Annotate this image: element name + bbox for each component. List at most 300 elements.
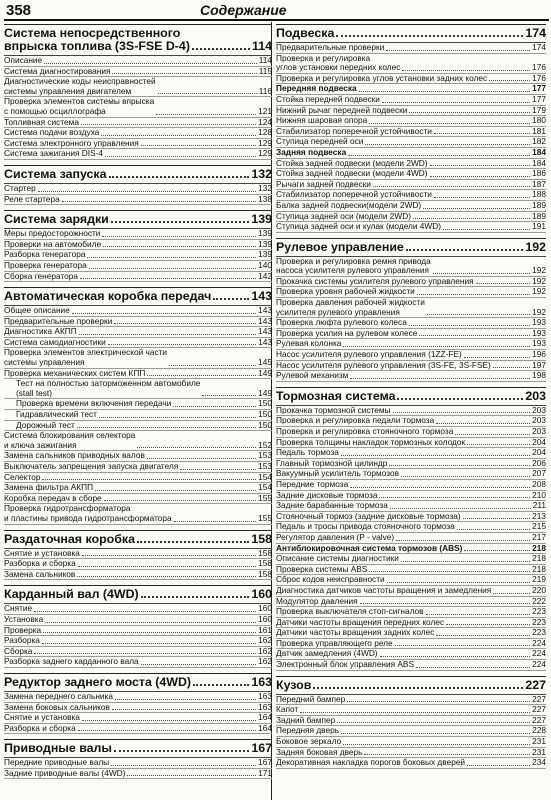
entry-title: Задние приводные валы (4WD) xyxy=(4,767,126,778)
entry-title: Прокачка тормозной системы xyxy=(276,404,391,415)
dot-leader xyxy=(476,283,531,284)
entry-title: Диагностика АКПП xyxy=(4,326,77,337)
toc-entry xyxy=(276,586,546,597)
section-page: 203 xyxy=(525,388,546,403)
entry-title: Замена боковых сальников xyxy=(4,701,110,712)
dot-leader xyxy=(427,314,530,315)
dot-leader xyxy=(89,268,256,269)
page-title: Содержание xyxy=(200,2,287,18)
entry-page: 218 xyxy=(532,563,546,574)
entry-title: Снятие и установка xyxy=(4,712,80,723)
dot-leader xyxy=(467,765,530,766)
entry-page: 150 xyxy=(258,398,272,409)
section-heading xyxy=(4,673,272,689)
entry-title: Установка xyxy=(4,613,44,624)
entry-title: Декоративная накладка порогов боковых дверей xyxy=(276,757,466,768)
entry-page: 181 xyxy=(532,125,546,136)
entry-title: Проверка выключателя стоп-сигналов xyxy=(276,606,424,617)
entry-page: 140 xyxy=(258,259,272,270)
dot-leader xyxy=(77,576,256,577)
entry-title: Гидравлический тест xyxy=(16,409,97,420)
section-heading xyxy=(4,24,272,53)
toc-column-right xyxy=(276,24,546,774)
entry-page: 223 xyxy=(532,616,546,627)
dot-leader xyxy=(430,176,531,177)
section-title: Подвеска xyxy=(276,26,335,40)
dot-leader xyxy=(413,218,530,219)
dot-leader xyxy=(347,701,530,702)
toc-entry xyxy=(4,195,272,206)
entry-title: Дорожный тест xyxy=(16,419,75,430)
entry-page: 227 xyxy=(532,693,546,704)
toc-entry xyxy=(4,657,272,668)
dot-leader xyxy=(364,754,530,755)
entry-title: Описание xyxy=(4,55,43,65)
dot-leader xyxy=(359,91,531,92)
entry-page: 227 xyxy=(532,714,546,725)
entry-list xyxy=(4,183,272,205)
entry-title: Балка задней подвески(модели 2WD) xyxy=(276,199,422,210)
dot-leader xyxy=(423,208,530,209)
entry-title: Система электронного управления xyxy=(4,137,139,148)
dot-leader xyxy=(34,653,256,654)
entry-page: 116 xyxy=(258,85,272,96)
dot-leader xyxy=(82,720,256,721)
dot-leader xyxy=(192,48,250,50)
dot-leader xyxy=(95,490,256,491)
dot-leader xyxy=(426,614,531,615)
dot-leader xyxy=(390,508,531,509)
toc-section xyxy=(276,676,546,769)
entry-title: Задняя подвеска xyxy=(276,146,347,157)
dot-leader xyxy=(158,93,257,94)
dot-leader xyxy=(34,611,256,612)
entry-page: 193 xyxy=(532,327,546,338)
entry-title: Проверка и регулировка углов установки задних колес xyxy=(276,72,488,83)
entry-page: 220 xyxy=(532,584,546,595)
dot-leader xyxy=(417,294,530,295)
toc-entry xyxy=(276,201,546,212)
entry-title: Разборка и сборка xyxy=(4,722,76,733)
dot-leader xyxy=(365,144,530,145)
entry-title: Проверка усилия на рулевом колесе xyxy=(276,327,418,338)
entry-page: 158 xyxy=(258,547,272,558)
toc-entry xyxy=(4,261,272,272)
toc-entry xyxy=(4,504,272,524)
entry-title: Прокачка системы усилителя рулевого управления xyxy=(276,275,474,286)
dot-leader xyxy=(44,63,257,64)
dot-leader xyxy=(348,155,530,156)
entry-title: Проверка люфта рулевого колеса xyxy=(276,317,407,328)
entry-list xyxy=(276,405,546,671)
entry-list xyxy=(276,256,546,382)
entry-page: 153 xyxy=(258,450,272,461)
dot-leader xyxy=(80,278,256,279)
dot-leader xyxy=(382,102,530,103)
entry-page: 215 xyxy=(532,521,546,532)
dot-leader xyxy=(463,518,531,519)
dot-leader xyxy=(101,135,256,136)
toc-section xyxy=(4,210,272,282)
dot-leader xyxy=(87,257,256,258)
entry-title: Общее описание xyxy=(4,305,70,316)
entry-title: Нижняя шаровая опора xyxy=(276,115,368,126)
dot-leader xyxy=(409,325,530,326)
entry-title: Капот xyxy=(276,704,299,715)
dot-leader xyxy=(493,367,530,368)
toc-entry xyxy=(276,533,546,544)
dot-leader xyxy=(434,197,530,198)
dot-leader xyxy=(102,236,256,237)
entry-title: Сборка генератора xyxy=(4,270,78,281)
entry-title: Замена сальников приводных валов xyxy=(4,450,145,461)
toc-entry xyxy=(4,149,272,160)
entry-title: Датчики частоты вращения передних колес xyxy=(276,616,445,627)
toc-entry xyxy=(4,604,272,615)
entry-page: 234 xyxy=(532,757,546,768)
entry-page: 143 xyxy=(258,336,272,347)
dot-leader xyxy=(174,521,257,522)
entry-page: 186 xyxy=(532,168,546,179)
dot-leader xyxy=(336,35,523,37)
entry-page: 222 xyxy=(532,595,546,606)
dot-leader xyxy=(464,550,530,551)
section-title: Автоматическая коробка передач xyxy=(4,289,212,304)
entry-title: Электронный блок управления ABS xyxy=(276,659,414,670)
entry-page: 114 xyxy=(258,55,272,65)
toc-entry xyxy=(4,56,272,67)
entry-title: Замена переднего сальника xyxy=(4,690,113,701)
entry-page: 203 xyxy=(532,415,546,426)
entry-page: 115 xyxy=(258,65,272,76)
dot-leader xyxy=(180,469,256,470)
toc-section xyxy=(4,585,272,668)
entry-title: Стойка задней подвески (модели 4WD) xyxy=(276,168,428,179)
entry-page: 149 xyxy=(258,367,272,378)
entry-title: Передняя дверь xyxy=(276,725,340,736)
dot-leader xyxy=(213,298,249,300)
entry-title: Коробка передач в сборе xyxy=(4,492,102,503)
entry-page: 189 xyxy=(532,199,546,210)
dot-leader xyxy=(416,667,530,668)
dot-leader xyxy=(45,622,256,623)
section-heading xyxy=(276,238,546,254)
entry-title: Передний бампер xyxy=(276,693,346,704)
entry-title: Диагностика датчиков частоты вращения и замедления xyxy=(276,584,492,595)
section-heading xyxy=(4,210,272,226)
dot-leader xyxy=(79,334,256,335)
dot-leader xyxy=(137,447,256,448)
section-heading xyxy=(4,287,272,303)
entry-page: 192 xyxy=(532,275,546,286)
entry-list xyxy=(4,548,272,581)
entry-page: 203 xyxy=(532,426,546,436)
dot-leader xyxy=(104,500,256,501)
entry-page: 177 xyxy=(532,83,546,94)
entry-page: 153 xyxy=(258,461,272,471)
entry-title: Нижний рычаг передней подвески xyxy=(276,104,408,115)
entry-title: Датчики частоты вращения задних колес xyxy=(276,627,435,638)
entry-title: Стояночный тормоз (задние дисковые тормоза) xyxy=(276,510,461,521)
dot-leader xyxy=(467,444,530,445)
entry-title: Передняя подвеска xyxy=(276,83,357,94)
dot-leader xyxy=(109,176,250,178)
dot-leader xyxy=(386,50,530,51)
dot-leader xyxy=(137,541,249,543)
dot-leader xyxy=(434,133,530,134)
toc-section xyxy=(276,387,546,671)
dot-leader xyxy=(77,427,256,428)
toc-entry xyxy=(4,184,272,195)
dot-leader xyxy=(455,434,530,435)
section-title: Кузов xyxy=(276,677,312,692)
entry-page: 163 xyxy=(258,701,272,712)
toc-entry xyxy=(4,462,272,473)
dot-leader xyxy=(72,313,256,314)
entry-page: 158 xyxy=(258,568,272,579)
entry-page: 171 xyxy=(258,767,272,778)
dot-leader xyxy=(430,165,531,166)
entry-page: 143 xyxy=(258,326,272,337)
entry-page: 139 xyxy=(258,228,272,239)
entry-page: 182 xyxy=(532,136,546,147)
toc-entry xyxy=(276,695,546,706)
entry-page: 179 xyxy=(532,104,546,115)
entry-page: 224 xyxy=(532,648,546,659)
entry-page: 184 xyxy=(532,146,546,157)
dot-leader xyxy=(443,229,530,230)
toc-section xyxy=(4,165,272,205)
toc-entry xyxy=(4,431,272,451)
section-title: Редуктор заднего моста (4WD) xyxy=(4,674,192,689)
section-page: 132 xyxy=(251,166,272,181)
entry-title: Стартер xyxy=(4,182,36,193)
section-page: 139 xyxy=(251,212,272,227)
entry-title: Проверка толщины накладок тормозных колодок xyxy=(276,436,466,447)
dot-leader xyxy=(401,476,530,477)
dot-leader xyxy=(406,249,523,251)
dot-leader xyxy=(147,375,256,376)
entry-page: 177 xyxy=(532,93,546,104)
entry-page: 162 xyxy=(258,645,272,656)
dot-leader xyxy=(103,246,256,247)
entry-title: Проверка уровня рабочей жидкости xyxy=(276,286,415,297)
toc-entry xyxy=(4,626,272,637)
entry-list xyxy=(4,691,272,734)
entry-list xyxy=(276,694,546,769)
toc-entry xyxy=(4,570,272,581)
entry-title: Стойка задней подвески (модели 2WD) xyxy=(276,157,428,168)
toc-entry xyxy=(276,43,546,54)
entry-title: Датчик замедления (4WD) xyxy=(276,648,378,659)
entry-title: Проверка и регулировка углов установки передних колес xyxy=(276,52,401,73)
dot-leader xyxy=(112,73,256,74)
entry-title: Насос усилителя рулевого управления (3S-FE, 3S-FSE) xyxy=(276,359,491,370)
dot-leader xyxy=(436,635,530,636)
toc-entry xyxy=(4,724,272,735)
entry-page: 210 xyxy=(532,489,546,500)
entry-page: 143 xyxy=(258,315,272,326)
entry-page: 132 xyxy=(258,182,272,193)
entry-page: 189 xyxy=(532,210,546,221)
toc-section xyxy=(276,238,546,382)
entry-title: Проверка механических систем КПП xyxy=(4,367,146,378)
entry-title: Проверка давления рабочей жидкости усилителя рулевого управления xyxy=(276,297,425,317)
dot-leader xyxy=(393,412,531,413)
entry-title: Вакуумный усилитель тормозов xyxy=(276,468,399,479)
dot-leader xyxy=(111,765,256,766)
entry-title: Система зажигания DIS-4 xyxy=(4,148,104,159)
toc-entry xyxy=(4,692,272,703)
dot-leader xyxy=(350,378,530,379)
dot-leader xyxy=(373,186,530,187)
entry-title: Предварительные проверки xyxy=(276,42,385,52)
dot-leader xyxy=(173,406,256,407)
entry-title: Главный тормозной цилиндр xyxy=(276,457,388,468)
dot-leader xyxy=(397,398,523,400)
entry-page: 158 xyxy=(258,558,272,569)
entry-page: 191 xyxy=(532,221,546,232)
entry-list xyxy=(276,42,546,233)
entry-page: 121 xyxy=(258,105,272,116)
dot-leader xyxy=(114,323,256,324)
dot-leader xyxy=(402,70,530,71)
entry-title: Система самодиагностики xyxy=(4,336,106,347)
entry-list xyxy=(4,757,272,779)
section-page: 143 xyxy=(251,289,272,304)
entry-title: Модулятор давления xyxy=(276,595,358,606)
dot-leader xyxy=(395,645,531,646)
entry-page: 203 xyxy=(532,404,546,415)
dot-leader xyxy=(38,191,256,192)
entry-title: Проверка и регулировка стояночного тормоза xyxy=(276,426,454,436)
entry-title: Стабилизатор поперечной устойчивости xyxy=(276,125,432,136)
dot-leader xyxy=(379,497,530,498)
entry-title: Выключатель запрещения запуска двигателя xyxy=(4,461,179,471)
toc-entry xyxy=(4,77,272,97)
dot-leader xyxy=(350,487,530,488)
entry-page: 160 xyxy=(258,613,272,624)
section-page: 227 xyxy=(525,677,546,692)
entry-title: Проверка времени включения передачи xyxy=(16,398,172,409)
dot-leader xyxy=(446,624,530,625)
entry-title: Боковое зеркало xyxy=(276,736,342,747)
entry-title: Антиблокировочная система тормозов (ABS) xyxy=(276,542,463,553)
entry-list xyxy=(4,55,272,160)
section-title: Система запуска xyxy=(4,166,107,181)
entry-page: 223 xyxy=(532,627,546,638)
entry-page: 208 xyxy=(532,478,546,489)
entry-page: 162 xyxy=(258,635,272,646)
entry-title: Топливная система xyxy=(4,116,79,127)
entry-page: 228 xyxy=(532,725,546,736)
entry-page: 231 xyxy=(532,746,546,757)
dot-leader xyxy=(343,744,530,745)
entry-page: 163 xyxy=(258,690,272,701)
entry-page: 219 xyxy=(532,574,546,585)
dot-leader xyxy=(78,730,256,731)
dot-leader xyxy=(141,596,250,598)
dot-leader xyxy=(493,593,530,594)
section-heading xyxy=(276,676,546,692)
entry-page: 154 xyxy=(258,471,272,482)
entry-page: 197 xyxy=(532,359,546,370)
entry-page: 213 xyxy=(532,510,546,521)
dot-leader xyxy=(82,555,256,556)
entry-page: 227 xyxy=(532,704,546,715)
dot-leader xyxy=(202,395,256,396)
dot-leader xyxy=(464,357,530,358)
entry-list xyxy=(4,603,272,668)
entry-title: Разборка генератора xyxy=(4,249,86,260)
toc-entry xyxy=(276,371,546,382)
toc-entry xyxy=(4,97,272,117)
entry-title: Стабилизатор поперечной устойчивости xyxy=(276,189,432,200)
entry-page: 217 xyxy=(532,531,546,542)
entry-title: Ступица передней оси xyxy=(276,136,364,147)
dot-leader xyxy=(360,603,531,604)
entry-title: Педаль тормоза xyxy=(276,447,339,458)
entry-title: Задние дисковые тормоза xyxy=(276,489,378,500)
entry-page: 164 xyxy=(258,712,272,723)
entry-title: Предварительные проверки xyxy=(4,315,113,326)
toc-section xyxy=(276,24,546,233)
entry-page: 150 xyxy=(258,419,272,430)
toc-entry xyxy=(4,348,272,368)
entry-title: Насос усилителя рулевого управления (1ZZ-FE) xyxy=(276,349,462,360)
section-heading xyxy=(4,585,272,601)
entry-page: 149 xyxy=(258,387,272,398)
entry-page: 154 xyxy=(258,482,272,493)
toc-section xyxy=(4,530,272,581)
dot-leader xyxy=(457,529,530,530)
entry-title: Проверка системы ABS xyxy=(276,563,368,574)
dot-leader xyxy=(389,465,530,466)
toc-entry xyxy=(276,95,546,106)
section-heading xyxy=(4,739,272,755)
entry-page: 124 xyxy=(258,116,272,127)
entry-page: 198 xyxy=(532,370,546,381)
entry-page: 128 xyxy=(258,127,272,138)
dot-leader xyxy=(147,458,256,459)
entry-page: 142 xyxy=(258,270,272,281)
entry-title: Замена сальников xyxy=(4,568,76,579)
dot-leader xyxy=(42,479,256,480)
entry-title: Проверка гидротрансформатора и пластины привода гидротрансформатора xyxy=(4,503,172,523)
entry-title: Проверка и регулировка ремня привода насоса усилителя рулевого управления xyxy=(276,255,431,276)
entry-title: Разборка и сборка xyxy=(4,558,76,569)
entry-page: 192 xyxy=(532,286,546,297)
entry-title: Задние барабанные тормоза xyxy=(276,500,388,511)
entry-page: 155 xyxy=(258,512,272,523)
dot-leader xyxy=(127,775,256,776)
toc-entry xyxy=(276,480,546,491)
entry-page: 152 xyxy=(258,439,272,450)
entry-title: Передние тормоза xyxy=(276,478,349,489)
entry-title: Снятие xyxy=(4,603,33,614)
entry-page: 224 xyxy=(532,659,546,670)
entry-page: 150 xyxy=(258,409,272,420)
toc-section xyxy=(4,739,272,779)
dot-leader xyxy=(401,561,530,562)
section-title: Тормозная система xyxy=(276,388,396,403)
toc-section xyxy=(4,673,272,734)
toc-entry xyxy=(4,636,272,647)
section-page: 192 xyxy=(525,239,546,254)
entry-title: Задняя боковая дверь xyxy=(276,746,363,757)
entry-page: 162 xyxy=(258,656,272,667)
entry-page: 167 xyxy=(258,757,272,768)
